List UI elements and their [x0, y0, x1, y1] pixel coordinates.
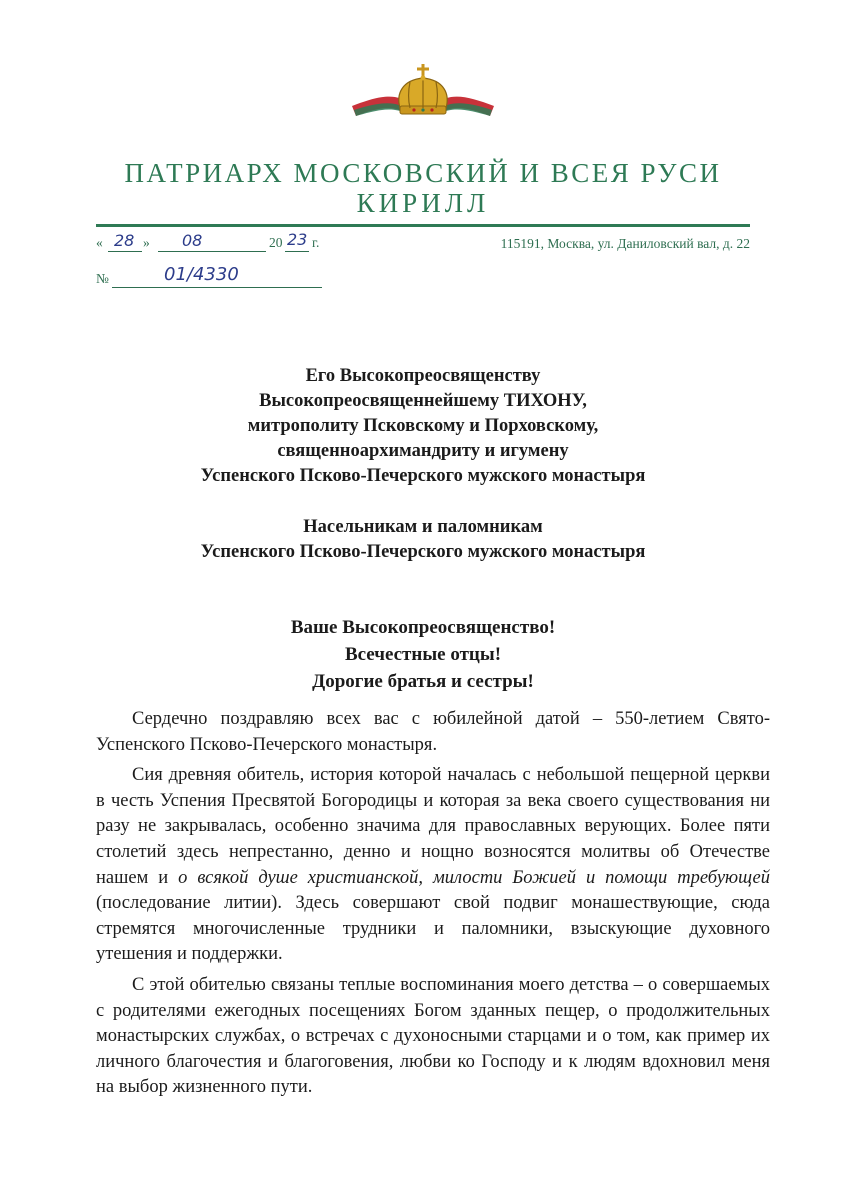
body-text: (последование литии). Здесь совершают свой подвиг монашествующие, сюда стремятся многочисленные трудники и паломники, взыскующие духовного утешения и поддержки.: [96, 893, 770, 965]
patriarch-title: ПАТРИАРХ МОСКОВСКИЙ И ВСЕЯ РУСИ: [124, 158, 722, 188]
addressee-line: священноархимандриту и игумену: [277, 441, 569, 461]
body-paragraph: Сердечно поздравляю всех вас с юбилейной датой – 550-летием Свято-Успенского Псково-Печерского монастыря.: [96, 709, 770, 755]
addressee-line: Высокопреосвященнейшему ТИХОНУ,: [259, 391, 587, 411]
addressee-line: Успенского Псково-Печерского мужского монастыря: [200, 542, 646, 562]
patriarch-name: КИРИЛЛ: [356, 188, 490, 218]
addressee-block: [0, 364, 846, 489]
date-day: 28: [114, 231, 135, 250]
addressee-line: Насельникам и паломникам: [303, 517, 543, 537]
number-line: [96, 264, 336, 292]
body-paragraph: [96, 763, 770, 968]
header-divider: [96, 224, 750, 227]
date-line: [96, 230, 336, 256]
date-year-suffix: 23: [287, 230, 308, 249]
body-quote: о всякой душе христианской, милости Божией и помощи требующей: [178, 867, 770, 888]
greeting-line: Дорогие братья и сестры!: [312, 671, 534, 692]
second-addressee-block: [0, 515, 846, 565]
greeting-block: [0, 614, 846, 695]
body-paragraph: С этой обителью связаны теплые воспоминания моего детства – о совершаемых с родителями ежегодных посещениях Богом зданных пещер, о продолжительных монастырских службах, о встречах с духоносными старцами и о том, как пример их личного благочестия и благоговения, любви ко Господу и к людям вдохновил меня на выбор жизненного пути.: [96, 974, 770, 1098]
date-close-quote: »: [143, 235, 150, 250]
greeting-line: Ваше Высокопреосвященство!: [290, 617, 556, 638]
date-year-mark: г.: [312, 235, 320, 250]
addressee-line: Успенского Псково-Печерского мужского монастыря: [200, 466, 646, 486]
date-year-prefix: 20: [269, 235, 283, 250]
date-month: 08: [182, 231, 203, 250]
number-label: №: [96, 271, 109, 286]
addressee-line: митрополиту Псковскому и Порховскому,: [247, 416, 599, 436]
date-open-quote: «: [96, 235, 103, 250]
greeting-line: Всечестные отцы!: [344, 644, 502, 665]
body-text: Сия древняя обитель, история которой началась с небольшой пещерной церкви в честь Успения Пресвятой Богородицы и которая за века своего существования ни разу не закрывалась, особенно значима для православных верующих. Более пяти столетий здесь непрестанно, денно и нощно возносятся молитвы об Отечестве нашем и: [96, 765, 770, 888]
date-month-underline: [158, 234, 266, 252]
office-address: 115191, Москва, ул. Даниловский вал, д. 22: [500, 236, 750, 251]
number-value: 01/4330: [164, 264, 239, 285]
letter-body: [96, 707, 770, 1106]
addressee-line: Его Высокопреосвященству: [305, 366, 541, 386]
patriarch-crown-emblem: [348, 58, 498, 128]
